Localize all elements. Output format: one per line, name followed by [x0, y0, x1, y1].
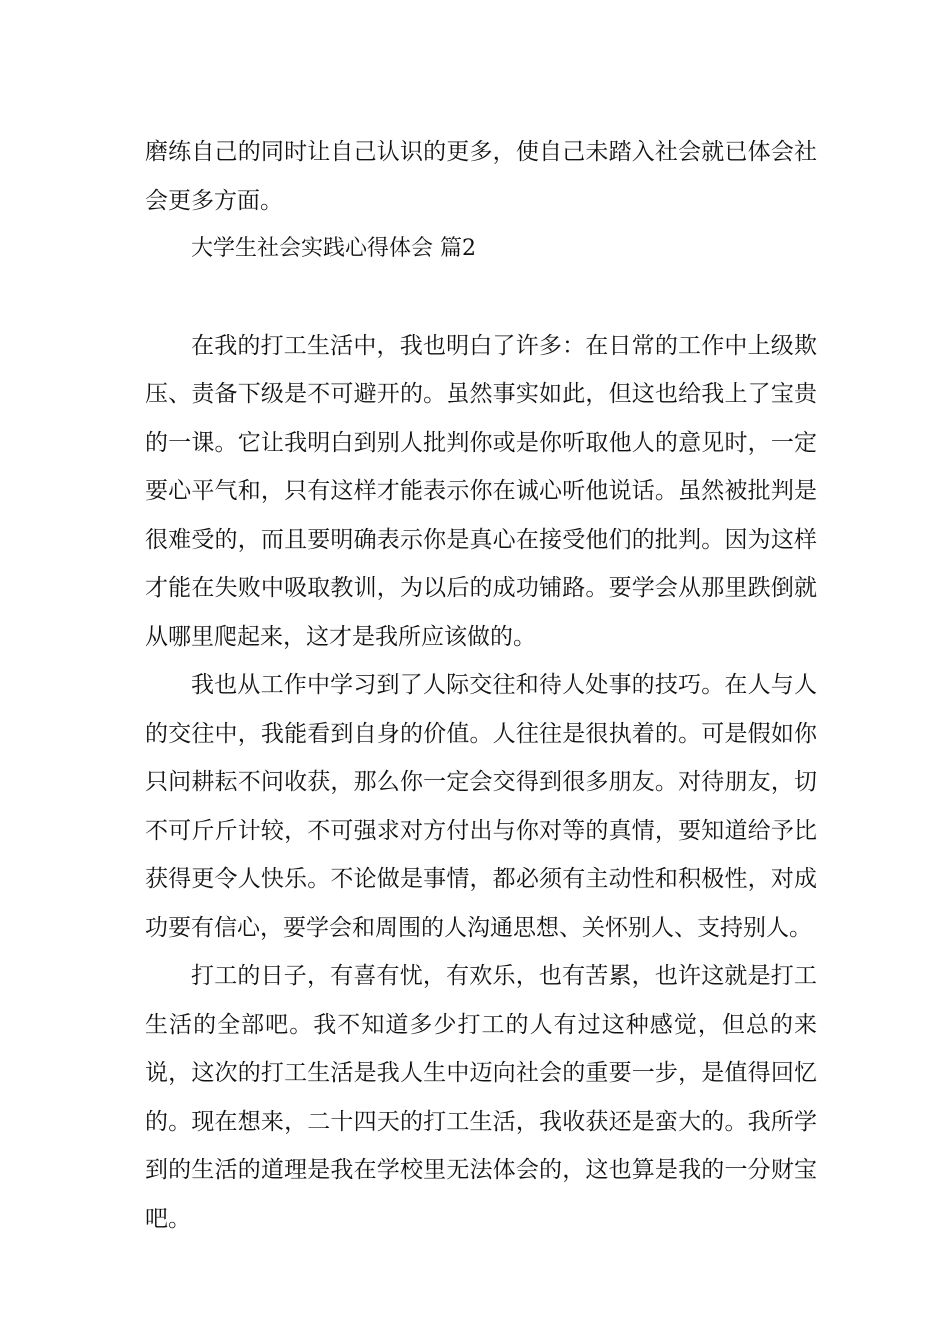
intro-paragraph: 磨练自己的同时让自己认识的更多，使自己未踏入社会就已体会社会更多方面。 — [145, 139, 817, 214]
body-paragraph-3: 打工的日子，有喜有忧，有欢乐，也有苦累，也许这就是打工生活的全部吧。我不知道多少打工的人有过这种感觉，但总的来说，这次的打工生活是我人生中迈向社会的重要一步，是值得回忆的。现在想来，二十四天的打工生活，我收获还是蛮大的。我所学到的生活的道理是我在学校里无法体会的，这也算是我的一分财宝吧。 — [145, 963, 817, 1232]
document-body — [145, 128, 817, 1243]
section-heading: 大学生社会实践心得体会 篇2 — [191, 236, 476, 261]
body-paragraph-1: 在我的打工生活中，我也明白了许多：在日常的工作中上级欺压、责备下级是不可避开的。虽然事实如此，但这也给我上了宝贵的一课。它让我明白到别人批判你或是你听取他人的意见时，一定要心平气和，只有这样才能表示你在诚心听他说话。虽然被批判是很难受的，而且要明确表示你是真心在接受他们的批判。因为这样才能在失败中吸取教训，为以后的成功铺路。要学会从那里跌倒就从哪里爬起来，这才是我所应该做的。 — [145, 332, 817, 650]
body-paragraph-2: 我也从工作中学习到了人际交往和待人处事的技巧。在人与人的交往中，我能看到自身的价值。人往往是很执着的。可是假如你只问耕耘不问收获，那么你一定会交得到很多朋友。对待朋友，切不可斤斤计较，不可强求对方付出与你对等的真情，要知道给予比获得更令人快乐。不论做是事情，都必须有主动性和积极性，对成功要有信心，要学会和周围的人沟通思想、关怀别人、支持别人。 — [145, 672, 817, 941]
